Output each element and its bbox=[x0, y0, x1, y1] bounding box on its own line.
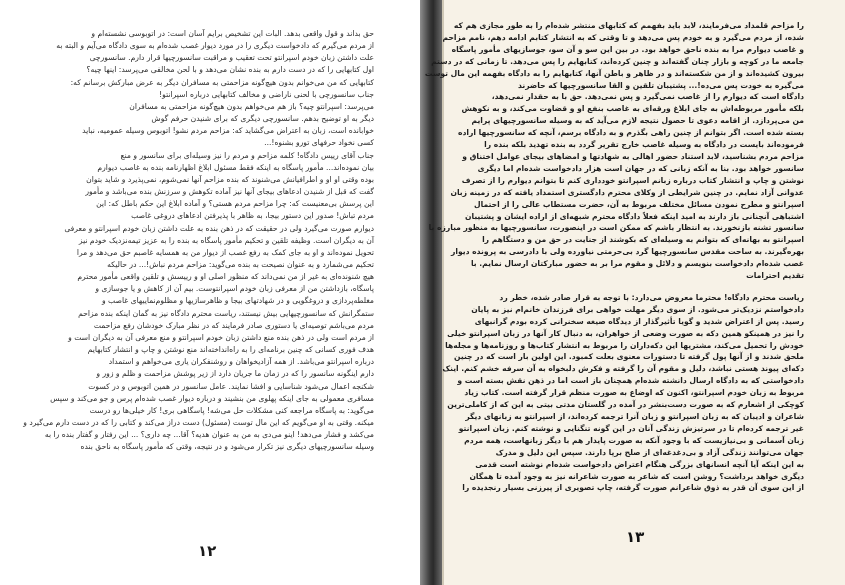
text-line: ستمگرانش که سانسورچیهایی بیش نیستند، ریاست محترم دادگاه نیز به گمان اینکه بنده مزاحم bbox=[78, 308, 374, 318]
text-line: اول کتابهایی را که در دست دارم به بنده نشان می‌دهد و با لحن مخالفی می‌پرسد: اینها چیه؟ bbox=[86, 65, 374, 75]
text-line: خوابانده است، زبان به اعتراض می‌گشاید که: مزاحم مردم نشو! اتوبوس وسیله عمومیه، نباید bbox=[82, 126, 374, 136]
text-line: می‌گیره به خودت پس می‌ده!... پشتیبان تلقین و القا سانسورچیها که حاضرند bbox=[517, 80, 804, 90]
text-line: این پرسش بی‌معنیست که: چرا مزاحم مردم هستی؟ و آماده ابلاغ این حکم باطل که: این bbox=[96, 199, 374, 209]
text-line: کوچکی از اشعارم که به صورت دست‌بنشر در آمده در گلستان مدتی بیتی به این که از کاملی‌ترین bbox=[447, 400, 804, 410]
text-line: رسید. پس از اعتراض شدید و گویا تأثیرگذار از دیدگاه صیغه سخنرانی کرده بودم گرانبهای bbox=[474, 316, 804, 326]
text-line: بیان نموده‌اند... مأمور پاسگاه به اینکه فقط مسئول ابلاغ اظهارنامه بنده به غاصب دیوارم bbox=[97, 162, 374, 172]
text-line: می‌گوید: به پاسگاه مراجعه کنی مشکلات حل می‌شه! پاسگاهی بری! کار خیلی‌ها رو درست bbox=[89, 405, 374, 415]
text-line: بیرون کشیده‌اند و از من شکسته‌اند و در ظاهر و باطن آنها، کتابهایم را به دادگاه بفهمه این مال توست bbox=[424, 68, 804, 78]
text-line: سانسور تشنه بازنخورند. به انتظار باشم که ممکن است در اینصورت، سانسورچیها به منظور مبارزه با bbox=[428, 223, 804, 233]
text-line: می‌کشد و فشار می‌دهد! اینو می‌دی به من به عنوان هدیه؟ آقا... چه داری؟ ... این رفتار و گفتار بنده را به bbox=[44, 430, 374, 440]
left-page-text bbox=[23, 28, 374, 453]
text-line: هدف فوری کسانی که چنین برنامه‌ای را به راه‌انداخته‌اند منع نوشتن و چاپ و انتشار کتابهایم bbox=[87, 345, 374, 355]
text-line: بهره‌گیرند. به ساحت مقدس سانسورچیها گرد بی‌حرمتی نیاورده ولی با دادرسی به پرونده دیوار bbox=[451, 247, 804, 257]
text-line: دادخواستی که به دادگاه ارسال دانشته شده‌ام همچنان باز است اما در ذهن نقش بسته است و bbox=[457, 376, 804, 386]
text-line: جناب آقای رییس دادگاه! کلمه مزاحم و مردم را نیز وسیله‌ای برای سانسور و منع bbox=[120, 150, 374, 160]
text-line: پاسگاه، بازداشتن من از معرفی زبان خودم اسپرانتوست. بیم آن از کاهش و یا جوسازی و bbox=[95, 284, 374, 294]
text-line: را مزاحم قلمداد می‌فرمایند، لابد باید بفهمم که کتابهای منتشر شده‌ام را به طور مجازی هم که bbox=[453, 21, 804, 30]
text-line: بلکه مأمور مربوطه‌اش به جای ابلاغ ورقه‌ای به غاصب بنفع او و قضاوت می‌کند، و به نکوهش bbox=[461, 104, 804, 114]
text-line: غصب شده‌ام دادخواست بنویسم و دلائل و مقوم مرا بر به حضور مبارکتان ارسال نمایم. با bbox=[470, 259, 804, 269]
text-line: از مردم می‌گیرم که دادخواست دیگری را در مورد دیوار غصب شده‌ام به سوی دادگاه می‌آیم و البته به bbox=[56, 41, 374, 51]
text-line: شاعران و ادیبان که به زبان اسپرانتو و زبان آنرا ترجمه کرده‌اند، از اسپرانتو به زبانهای دیگر bbox=[465, 412, 804, 421]
text-line: درباره اسپرانتو می‌باشد. از همه آزادیخواهان و روشنفکران یاری می‌خواهم و استمداد bbox=[108, 357, 374, 367]
text-line: تقدیم احترامات bbox=[746, 271, 804, 281]
text-line: سانسور خواهد بود. بنا به آنکه زبانی که در جهان است هزار دادخواست شده‌ام اما دیگری bbox=[477, 163, 804, 173]
text-line: از این سوی آن قدر به ذوق شاعرانم صورت گرفته، چاپ تصویری از پیرزنی بسیار رنجدیده را bbox=[462, 483, 804, 493]
text-line: دارم اینگونه سانسور را که در زمان ما جریان دارد از زیر پوشش مزاحمت و ظلم و زور و bbox=[96, 369, 374, 379]
text-line: بوده وقتی او او و اطرافیانش می‌شنوند که بنده مزاحم آنها نمی‌شوم، نمی‌پذیرد و شاید بتوان bbox=[86, 174, 374, 184]
text-line: دیگری خواهد برداشت؟ روشن است که شاعر به صورت شاعرانه نیز به وجود آمده تا همگان bbox=[469, 471, 804, 481]
text-line: نوشتن و چاپ و انتشار کتاب درباره زبانم اسپرانتو خودداری کنم تا بتوانم دیوارم را از تصرف bbox=[461, 175, 804, 185]
text-line: مردم می‌باشم توصیه‌ای یا دستوری صادر فرمایند که در نظر مبارک خودشان رفع مزاحمت bbox=[93, 320, 374, 330]
right-page bbox=[424, 0, 845, 585]
text-line: علت داشتن زبان خودم اسپرانتو تحت تعقیب و مراقبت سانسورچیها قرار دارم. سانسورچی bbox=[89, 53, 374, 63]
text-line: و غاصب دیوارم مرا به بنده ناحق خواهد بود. در بین این سو و آن سو، جوسازیهای مأمور پاسگاه bbox=[451, 44, 804, 54]
text-line: مردم تباش! صدور این دستور بیجا، به ظاهر با پذیرفتن ادعاهای دروغی غاصب bbox=[131, 211, 374, 221]
text-line: من می‌پردازد. از اقامه دعوی تا حصول نتیجه لازم می‌آید که به وسیله سانسورچیهای پرایم bbox=[471, 116, 804, 126]
text-line: هیچ شنونده‌ای به غیر از من نمی‌داند که منظور اصلی او و رییسش و تلقین واقعی مأمور محترم bbox=[77, 272, 374, 282]
text-line: به این اینکه آیا آنچه انسانهای بزرگی هنگام اعتراض دادخواست شده‌ام نوشته است قدمی bbox=[475, 459, 804, 469]
text-line: زبان آسمانی و بی‌نیازیست که با وجود آنکه به صورت پایدار هم با دیگر زبانهاست، همه مردم bbox=[464, 435, 804, 445]
text-line: اسپرانتو و مطرح نمودن مسائل مختلف مربوط به آن، حضرت مستطاب عالی را از احتمال bbox=[474, 199, 804, 209]
text-line: اشتباهی آنچنانی باز دارند به امید اینکه فعلاً دادگاه محترم شبهه‌ای از اراده ایشان و پشتیبان bbox=[464, 211, 804, 221]
text-line: کسی نخواد حرفهای تورو بشنوه!... bbox=[264, 138, 374, 148]
text-line: دیوارم صورت می‌گیرد ولی در حقیقت که در ذهن بنده به علت داشتن زبان خودم اسپرانتو و معرفی bbox=[64, 223, 374, 233]
text-line: دادگاه است که دیوارم را از غاصب نمی‌گیرد و پس نمی‌دهد. حق با به حقدار نمی‌دهد، bbox=[491, 92, 804, 102]
text-line: دکه‌ای پیوند هستی نباشد، دلیل و مقوم آن را گرفته و فکرش دلبخواه به آن سرفه خشم کنم. اینک bbox=[442, 364, 804, 374]
paragraph-gap bbox=[486, 282, 804, 292]
text-line: مزاحم مردم بشناسید، لابد استناد حضور اهالی به شهادتها و امضاهای بیجای عوامل اختناق و bbox=[462, 151, 804, 161]
text-line: ریاست محترم دادگاه! محترما معروض می‌دارد: با توجه به قرار صادر شده، خطر رد bbox=[499, 292, 804, 302]
text-line: مغلطه‌پردازی و دروغگویی و در شهادتهای بیجا و ظاهرسازیها و مظلوم‌نماییهای غاصب و bbox=[101, 296, 374, 306]
text-line: جهان می‌توانند زندگی آزاد و بی‌دغدغه‌ای از صلح برپا دارند. سپس این دلیل و مدرک bbox=[495, 447, 804, 457]
text-line: غیر ترجمه کرده‌ام تا در سرتیزش زندگی آنان در این گونه تنگنایی و نوشته کنم. زبان اسپرانتو bbox=[458, 423, 804, 433]
text-line: میکنه. وقتی به او می‌گویم که این مال توست (مسئول) دست دراز می‌کند و کتابی را که در دست دارم می‌گیرد و bbox=[23, 418, 374, 427]
text-line: دادخواستم نزدیک‌تر می‌شود. از سوی دیگر مهلت خواهی برای فرزندان خانم‌ام نیز به پایان bbox=[471, 304, 804, 314]
text-line: آن به دیگران است. وظیفه تلقین و تحکیم مأمور پاسگاه به بنده را به عزیز تیمه‌نزدیک خودم نیز bbox=[78, 235, 374, 245]
text-line: تحکیم می‌شمارد و به عنوان نصیحت به بنده می‌گوید: مزاحم مردم نباش!... در حالیکه bbox=[107, 259, 374, 269]
text-line: شده، از مردم می‌گیرد و به خودم پس می‌دهد و تا وقتی که به انتشار کتابم ادامه دهم، نامم مزاحم bbox=[442, 32, 804, 42]
text-line: مسافری معمولی به جای اینکه پهلوی من بنشیند و درباره دیوار غصب شده‌ام پرس و جو می‌کند و سپس bbox=[50, 393, 374, 403]
right-page-text bbox=[424, 20, 804, 494]
right-page-number: ۱۳ bbox=[626, 528, 645, 546]
book-spine bbox=[420, 0, 442, 585]
left-page bbox=[0, 0, 420, 585]
text-line: گفت که قبل از شنیدن ادعاهای بیجای آنها نیز آماده تکوهش و سرزنش بنده می‌باشد و مأمور bbox=[85, 187, 374, 197]
left-page-number: ۱۲ bbox=[198, 542, 217, 560]
text-line: کتابهایی که من می‌خوانم بدون هیچ‌گونه مزاحمتی به مسافران دیگر به عرض مبارکش برسانم که: bbox=[70, 77, 374, 87]
text-line: حق بداند و قول واقعی بدهد. البات این تشخیص برایم آسان است: در اتوبوسی نشسته‌ام و bbox=[91, 29, 374, 38]
text-line: شکنجه اعمال می‌شود شناسایی و افشا نمایند. عامل سانسور در همین اتوبوس و در کسوت bbox=[88, 381, 374, 391]
text-line: خودش را تحمیل می‌کند، مشتریها این دکه‌داران را مربوط به انتشار کتاب‌ها و روزنامه‌ها و مجله‌ها bbox=[445, 340, 804, 350]
text-line: جامعه ما در کوچه و بازار چنان گفته‌اند و چنین کرده‌اند، کتابهایم را پس می‌دهد. تا زمانی که در دستم bbox=[431, 56, 804, 66]
text-line: دیگر به او توضیح بدهم. سانسورچی دیگری که برای شنیدن حرفم گوش bbox=[151, 114, 374, 124]
text-line: اسپرانتو به بهانه‌ای که بتوانم به وسیله‌ای که بکوشند از جنایت در حق من و دستگاهم را bbox=[482, 235, 804, 245]
text-line: را نیز در همینکو همین دکه به صورت وضعی از خواهران، به دنبال کار آنها در زبان اسپرانتو خیلی bbox=[447, 328, 804, 338]
text-line: بسته شده است. اگر بتوانم از چنین راهی بگذرم و به دادگاه برسم، آنچه که سانسورچیها اراده bbox=[458, 128, 804, 138]
text-line: عدوانی آزاد نمایم. در چنین شرایطی از وکلای محترم دادگستری استمداد یافته که در زمینه زبان bbox=[450, 187, 804, 197]
text-line: جناب سانسورچی با لحنی ناراضی و مخالف کتابهایی درباره اسپرانتو! bbox=[159, 89, 374, 99]
text-line: می‌پرسد: اسپرانتو چیه؟ باز هم می‌خواهم بدون هیچ‌گونه مزاحمتی به مسافران bbox=[129, 101, 374, 111]
text-line: فرموده‌اند بایست در دادگاه به وسیله غاصب خارج تقریر گردد به بنده تهدید بلکه بنده را bbox=[484, 140, 804, 150]
text-line: از مردم است ولی در ذهن بنده منع داشتن زبان خودم اسپرانتو و منع معرفی آن به دیگران است و bbox=[68, 332, 374, 342]
text-line: تحویل نموده‌اند و او به جای کمک به رفع غصب از دیوار من به همسایه غاصبم حق می‌دهد و مرا bbox=[76, 247, 374, 257]
text-line: ملحق شدند و از آنها پول گرفته تا دستورات معنوی بعلت کمبود. این اولین بار است که در چنین bbox=[454, 352, 804, 362]
text-line: مربوط به زبان خودم اسپرانتو، اکنون که اوضاع به صورت منظم قرار گرفته است. کتاب زیاد bbox=[464, 388, 804, 398]
text-line: وسیله سانسورچیهای دیگری نیز تکرار می‌شود و در نتیجه، وقتی که مأمور پاسگاه به ناحق بنده bbox=[80, 442, 374, 452]
